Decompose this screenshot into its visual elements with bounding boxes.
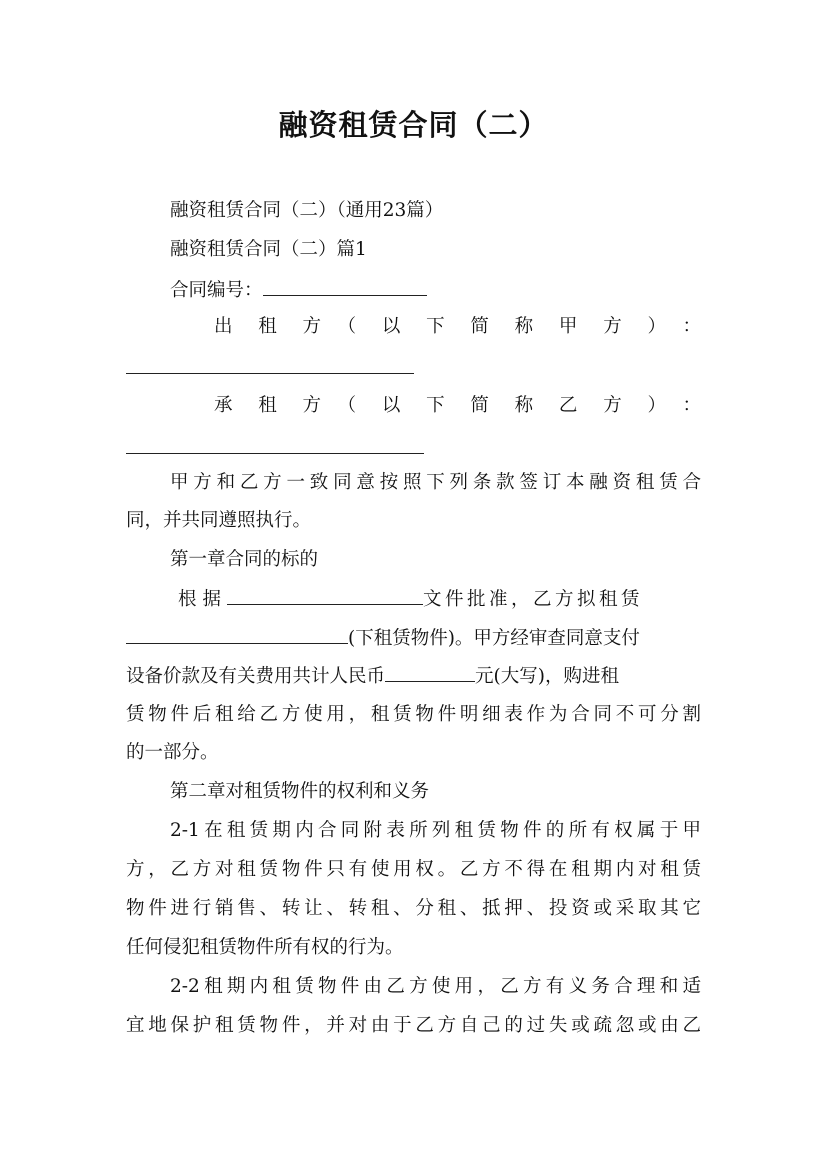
paragraph-line: 同，并共同遵照执行。 (126, 510, 312, 531)
paragraph-line (126, 663, 701, 689)
text-fragment: 元(大写)，购进租 (475, 666, 619, 687)
text-fragment: 文件批准，乙方拟租赁 (423, 589, 644, 610)
document-blank (385, 663, 475, 682)
document-title: 融资租赁合同（二） (278, 108, 549, 142)
paragraph-line: 甲方和乙方一致同意按照下列条款签订本融资租赁合 (170, 472, 701, 493)
text-fragment: 根据 (178, 589, 228, 610)
paragraph-line: 任何侵犯租赁物件所有权的行为。 (126, 937, 404, 958)
document-blank (126, 625, 348, 644)
contract-number-blank (263, 277, 427, 296)
contract-number-line (170, 277, 701, 303)
paragraph-line: 2-1在租赁期内合同附表所列租赁物件的所有权属于甲 (170, 820, 701, 841)
lessor-blank (126, 373, 414, 374)
paragraph-line: 物件进行销售、转让、转租、分租、抵押、投资或采取其它 (126, 898, 701, 919)
paragraph-line: 方，乙方对租赁物件只有使用权。乙方不得在租期内对租赁 (126, 859, 701, 880)
text-fragment: 设备价款及有关费用共计人民币 (126, 666, 386, 687)
paragraph-line: 赁物件后租给乙方使用，租赁物件明细表作为合同不可分割 (126, 704, 701, 725)
lessor-line: 出 租 方 （ 以 下 简 称 甲 方 ） ： (214, 316, 701, 337)
lessee-blank (126, 453, 424, 454)
paragraph-line: 宜地保护租赁物件，并对由于乙方自己的过失或疏忽或由乙 (126, 1015, 701, 1036)
text-fragment: (下租赁物件)。甲方经审查同意支付 (348, 628, 640, 649)
document-blank (227, 586, 423, 605)
subtitle-line: 融资租赁合同（二）（通用23篇） (170, 200, 444, 221)
paragraph-line (126, 625, 701, 651)
paragraph-line (178, 586, 701, 612)
paragraph-line: 的一部分。 (126, 742, 219, 763)
contract-number-label: 合同编号： (170, 280, 263, 301)
chapter-heading: 第二章对租赁物件的权利和义务 (170, 781, 430, 802)
chapter-heading: 第一章合同的标的 (170, 549, 319, 570)
paragraph-line: 2-2租期内租赁物件由乙方使用，乙方有义务合理和适 (170, 976, 701, 997)
lessee-line: 承 租 方 （ 以 下 简 称 乙 方 ） ： (214, 395, 701, 416)
section-heading: 融资租赁合同（二）篇1 (170, 239, 367, 260)
